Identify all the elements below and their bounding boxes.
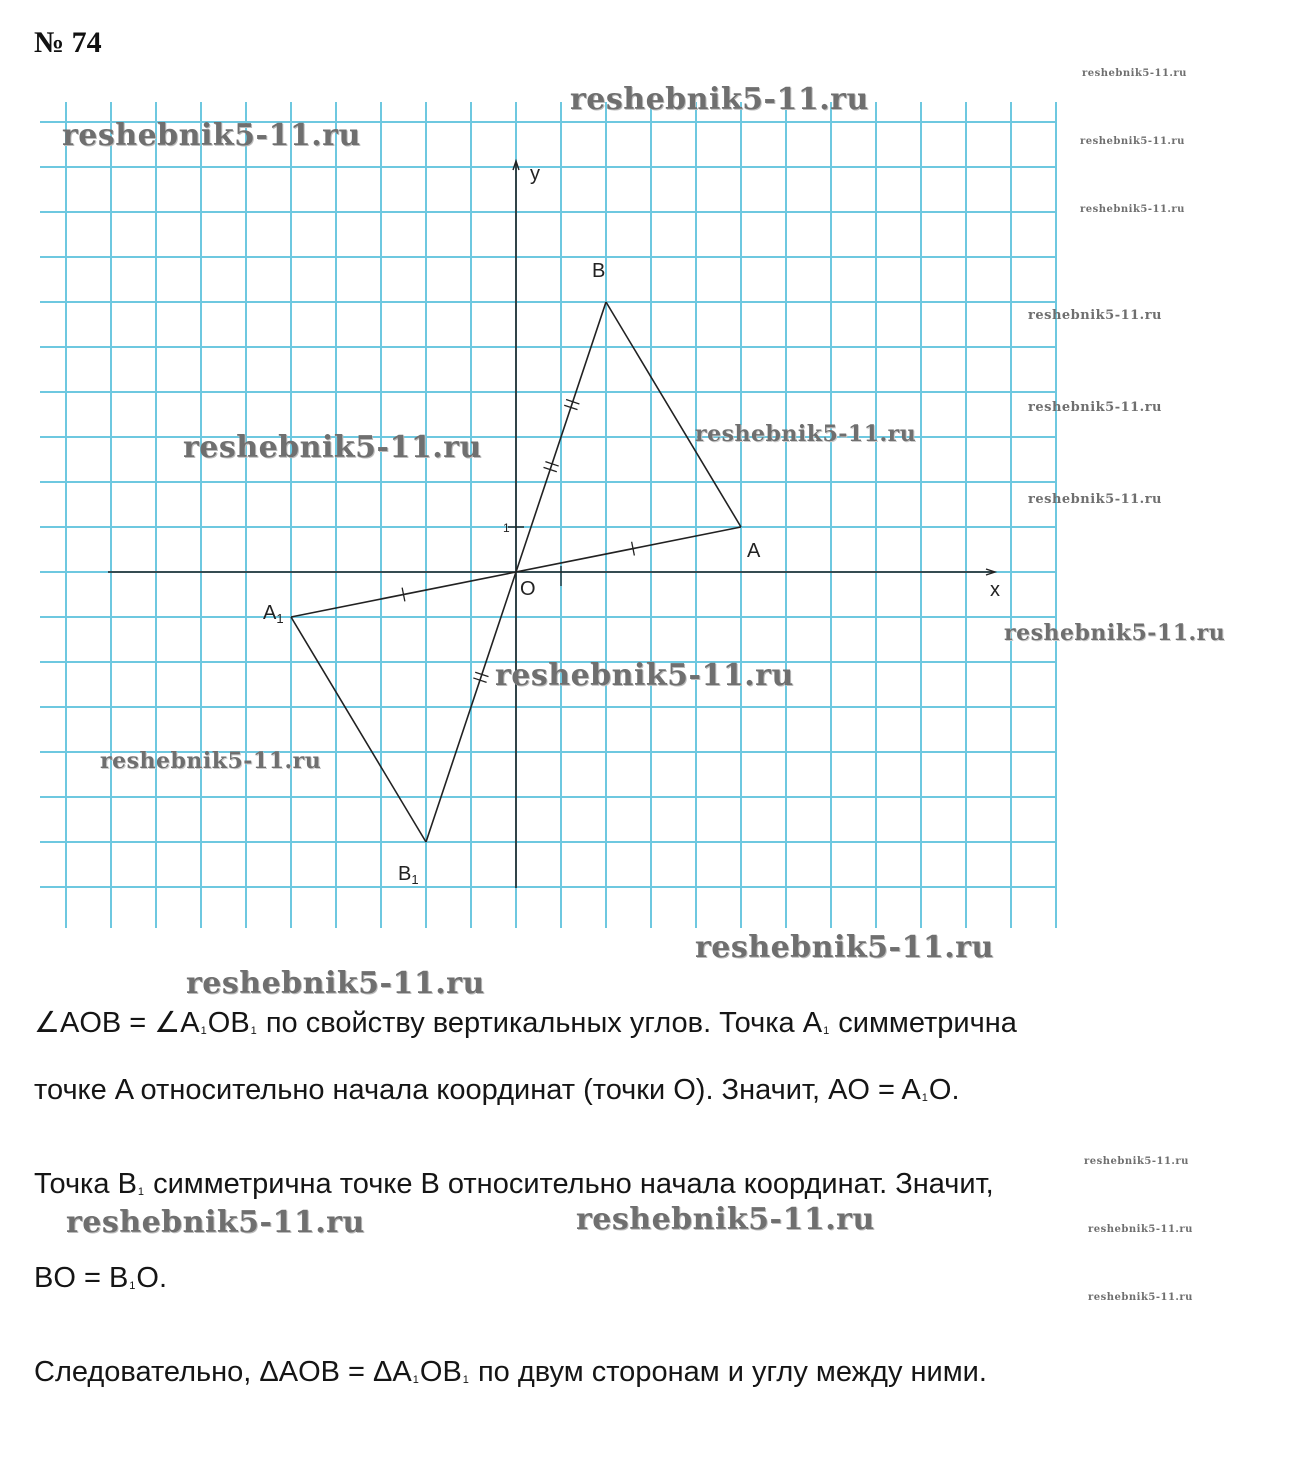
watermark: reshebnik5-11.ru <box>1082 68 1187 79</box>
text-segment: Следовательно, ΔAOB = Δ <box>34 1356 393 1388</box>
text-segment: B <box>108 1262 129 1294</box>
text-segment: A <box>392 1356 412 1388</box>
grid <box>40 102 1056 928</box>
text-segment: по двум сторонам и углу между ними. <box>469 1356 987 1388</box>
watermark: reshebnik5-11.ru <box>183 430 482 465</box>
watermark: reshebnik5-11.ru <box>1084 1156 1189 1167</box>
watermark: reshebnik5-11.ru <box>1004 620 1226 646</box>
text-segment: A <box>180 1007 200 1039</box>
watermark: reshebnik5-11.ru <box>62 118 361 153</box>
point-label-A1: $A_1$ <box>263 602 284 626</box>
watermark: reshebnik5-11.ru <box>1028 492 1163 507</box>
figure-labels <box>263 163 1000 887</box>
watermark: reshebnik5-11.ru <box>495 658 794 693</box>
subscript: 1 <box>921 1092 928 1104</box>
text-segment: симметрична точке B относительно начала координат. Значит, <box>145 1168 994 1200</box>
watermark: reshebnik5-11.ru <box>695 421 917 447</box>
watermark: reshebnik5-11.ru <box>1080 136 1185 147</box>
point-label-B1: $B_1$ <box>398 863 419 887</box>
text-segment: O. <box>136 1262 168 1294</box>
watermark: reshebnik5-11.ru <box>1028 400 1163 415</box>
watermark: reshebnik5-11.ru <box>186 966 485 1001</box>
watermark: reshebnik5-11.ru <box>66 1205 365 1240</box>
watermark: reshebnik5-11.ru <box>1088 1292 1193 1303</box>
axes <box>108 161 995 888</box>
solution-line-5 <box>34 1356 987 1389</box>
origin-label: O <box>520 578 536 600</box>
watermark: reshebnik5-11.ru <box>100 748 322 774</box>
watermark: reshebnik5-11.ru <box>576 1202 875 1237</box>
subscript: 1 <box>462 1374 469 1386</box>
text-segment: симметрична <box>830 1007 1017 1039</box>
watermark: reshebnik5-11.ru <box>695 930 994 965</box>
solution-line-3 <box>34 1168 994 1201</box>
text-segment: O. <box>928 1074 960 1106</box>
subscript: 1 <box>200 1025 207 1037</box>
subscript: 1 <box>129 1280 136 1292</box>
subscript: 1 <box>137 1186 145 1198</box>
subscript: 1 <box>823 1025 830 1037</box>
text-segment: A <box>802 1007 823 1039</box>
y-axis-label: y <box>530 163 540 185</box>
point-label-subscript: 1 <box>276 611 284 626</box>
solution-line-1 <box>34 1005 1017 1040</box>
watermark: reshebnik5-11.ru <box>1028 308 1163 323</box>
problem-number: № 74 <box>34 26 102 59</box>
text-segment: OB <box>207 1007 250 1039</box>
solution-line-4 <box>34 1262 167 1295</box>
segment-A1-B1 <box>291 617 426 842</box>
text-segment: Точка <box>34 1168 118 1200</box>
subscript: 1 <box>250 1025 257 1037</box>
unit-label: 1 <box>503 521 510 535</box>
point-label-B: B <box>592 260 606 282</box>
solution-line-2 <box>34 1074 960 1107</box>
watermark: reshebnik5-11.ru <box>1088 1224 1193 1235</box>
segment-A-B <box>606 302 741 527</box>
subscript: 1 <box>412 1374 419 1386</box>
watermark: reshebnik5-11.ru <box>570 82 869 117</box>
watermark: reshebnik5-11.ru <box>1080 204 1185 215</box>
text-segment: по свойству вертикальных углов. Точка <box>257 1007 803 1039</box>
text-segment: B <box>117 1168 137 1200</box>
point-label-A: A <box>747 540 761 562</box>
x-axis-label: x <box>990 579 1000 601</box>
text-segment: BO = <box>34 1262 109 1294</box>
text-segment: OB <box>419 1356 462 1388</box>
text-segment: точке A относительно начала координат (точки O). Значит, AO = <box>34 1074 902 1106</box>
point-label-subscript: 1 <box>411 872 419 887</box>
text-segment: A <box>901 1074 921 1106</box>
text-segment: ∠AOB = ∠ <box>34 1007 181 1039</box>
